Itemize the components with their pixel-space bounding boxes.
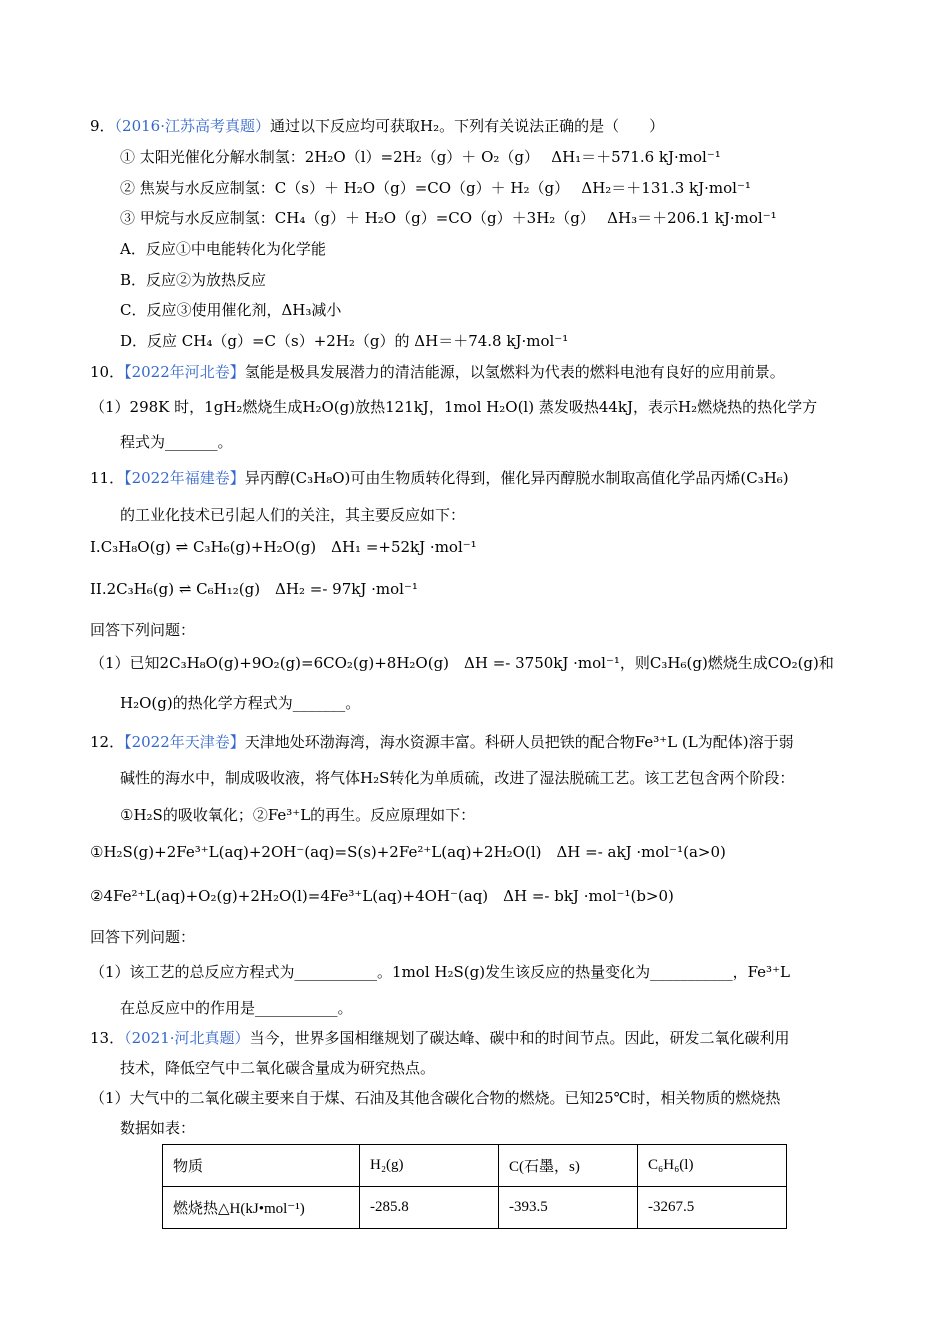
q11-equation-2: II.2C₃H₆(g) ⇌ C₆H₁₂(g) ΔH₂ =- 97kJ ·mol⁻¹ (90, 580, 418, 598)
q10-stem (90, 362, 785, 382)
q12-stem-text: 天津地处环渤海湾，海水资源丰富。科研人员把铁的配合物Fe³⁺L (L为配体)溶于弱 (244, 733, 794, 751)
q9-option-a: A．反应①中电能转化为化学能 (120, 240, 326, 258)
combustion-heat-table (162, 1144, 787, 1229)
table-cell: 燃烧热△H(kJ•mol⁻¹) (163, 1187, 360, 1229)
q10-stem-text: 氢能是极具发展潜力的清洁能源，以氢燃料为代表的燃料电池有良好的应用前景。 (244, 363, 785, 381)
q11-part1-line2: H₂O(g)的热化学方程式为_______。 (120, 694, 361, 712)
q12-part1-line1: （1）该工艺的总反应方程式为___________。1mol H₂S(g)发生该反应的热量变化为___________，Fe³⁺L (90, 963, 790, 981)
q9-reaction-1: ① 太阳光催化分解水制氢：2H₂O（l）=2H₂（g）＋ O₂（g） ΔH₁＝＋571.6 kJ·mol⁻¹ (120, 148, 721, 166)
q12-number: 12． (90, 733, 125, 751)
q10-number: 10． (90, 363, 125, 381)
q11-number: 11． (90, 469, 125, 487)
table-header-cell: H₂(g) (360, 1145, 499, 1187)
table-header-cell: C₆H₆(l) (638, 1145, 787, 1187)
q10-part1-line1: （1）298K 时，1gH₂燃烧生成H₂O(g)放热121kJ，1mol H₂O(l) 蒸发吸热44kJ，表示H₂燃烧热的热化学方 (90, 398, 818, 416)
q9-reaction-3: ③ 甲烷与水反应制氢：CH₄（g）＋ H₂O（g）=CO（g）＋3H₂（g） ΔH₃＝＋206.1 kJ·mol⁻¹ (120, 209, 777, 227)
q10-source: 【2022年河北卷】 (124, 363, 245, 381)
table-header-cell: 物质 (163, 1145, 360, 1187)
q11-stem-line2: 的工业化技术已引起人们的关注，其主要反应如下： (120, 506, 466, 524)
q9-option-c: C．反应③使用催化剂，ΔH₃减小 (120, 301, 342, 319)
q13-stem-line1 (90, 1028, 790, 1048)
q9-stem-text: 通过以下反应均可获取H₂。下列有关说法正确的是（ ） (270, 117, 665, 135)
table-header-cell: C(石墨，s) (499, 1145, 638, 1187)
q11-source: 【2022年福建卷】 (124, 469, 245, 487)
q9-option-d: D．反应 CH₄（g）=C（s）+2H₂（g）的 ΔH＝＋74.8 kJ·mol⁻¹ (120, 332, 569, 350)
table-cell: -285.8 (360, 1187, 499, 1229)
q13-stem-text: 当今，世界多国相继规划了碳达峰、碳中和的时间节点。因此，研发二氧化碳利用 (249, 1029, 790, 1047)
q11-prompt: 回答下列问题： (90, 621, 196, 639)
q9-option-b: B．反应②为放热反应 (120, 271, 267, 289)
q13-stem-line2: 技术，降低空气中二氧化碳含量成为研究热点。 (120, 1059, 436, 1077)
q12-stem-line1 (90, 732, 794, 752)
q13-number: 13． (90, 1029, 125, 1047)
q11-stem-line1 (90, 468, 789, 488)
q9-number: 9． (90, 117, 115, 135)
q12-prompt: 回答下列问题： (90, 928, 196, 946)
table-cell: -393.5 (499, 1187, 638, 1229)
q9-reaction-2: ② 焦炭与水反应制氢：C（s）＋ H₂O（g）=CO（g）＋ H₂（g） ΔH₂＝＋131.3 kJ·mol⁻¹ (120, 179, 751, 197)
q13-part1-line1: （1）大气中的二氧化碳主要来自于煤、石油及其他含碳化合物的燃烧。已知25℃时，相关物质的燃烧热 (90, 1089, 781, 1107)
table-header-row (163, 1145, 787, 1187)
q12-equation-2: ②4Fe²⁺L(aq)+O₂(g)+2H₂O(l)=4Fe³⁺L(aq)+4OH⁻(aq) ΔH =- bkJ ·mol⁻¹(b>0) (90, 887, 674, 905)
table-cell: -3267.5 (638, 1187, 787, 1229)
q9-stem (90, 116, 664, 136)
q12-part1-line2: 在总反应中的作用是___________。 (120, 999, 353, 1017)
q13-part1-line2: 数据如表： (120, 1119, 196, 1137)
q13-source: （2021·河北真题） (124, 1029, 250, 1047)
q12-source: 【2022年天津卷】 (124, 733, 245, 751)
q11-stem-text: 异丙醇(C₃H₈O)可由生物质转化得到，催化异丙醇脱水制取高值化学品丙烯(C₃H₆) (244, 469, 789, 487)
q11-part1-line1: （1）已知2C₃H₈O(g)+9O₂(g)=6CO₂(g)+8H₂O(g) ΔH =- 3750kJ ·mol⁻¹，则C₃H₆(g)燃烧生成CO₂(g)和 (90, 654, 834, 672)
q9-source: （2016·江苏高考真题） (114, 117, 270, 135)
q12-stem-line2: 碱性的海水中，制成吸收液，将气体H₂S转化为单质硫，改进了湿法脱硫工艺。该工艺包含两个阶段： (120, 769, 795, 787)
q11-equation-1: I.C₃H₈O(g) ⇌ C₃H₆(g)+H₂O(g) ΔH₁ =+52kJ ·mol⁻¹ (90, 538, 477, 556)
table-row (163, 1187, 787, 1229)
q12-equation-1: ①H₂S(g)+2Fe³⁺L(aq)+2OH⁻(aq)=S(s)+2Fe²⁺L(aq)+2H₂O(l) ΔH =- akJ ·mol⁻¹(a>0) (90, 843, 726, 861)
q12-stem-line3: ①H₂S的吸收氧化；②Fe³⁺L的再生。反应原理如下： (120, 806, 476, 824)
q10-part1-line2: 程式为_______。 (120, 433, 233, 451)
